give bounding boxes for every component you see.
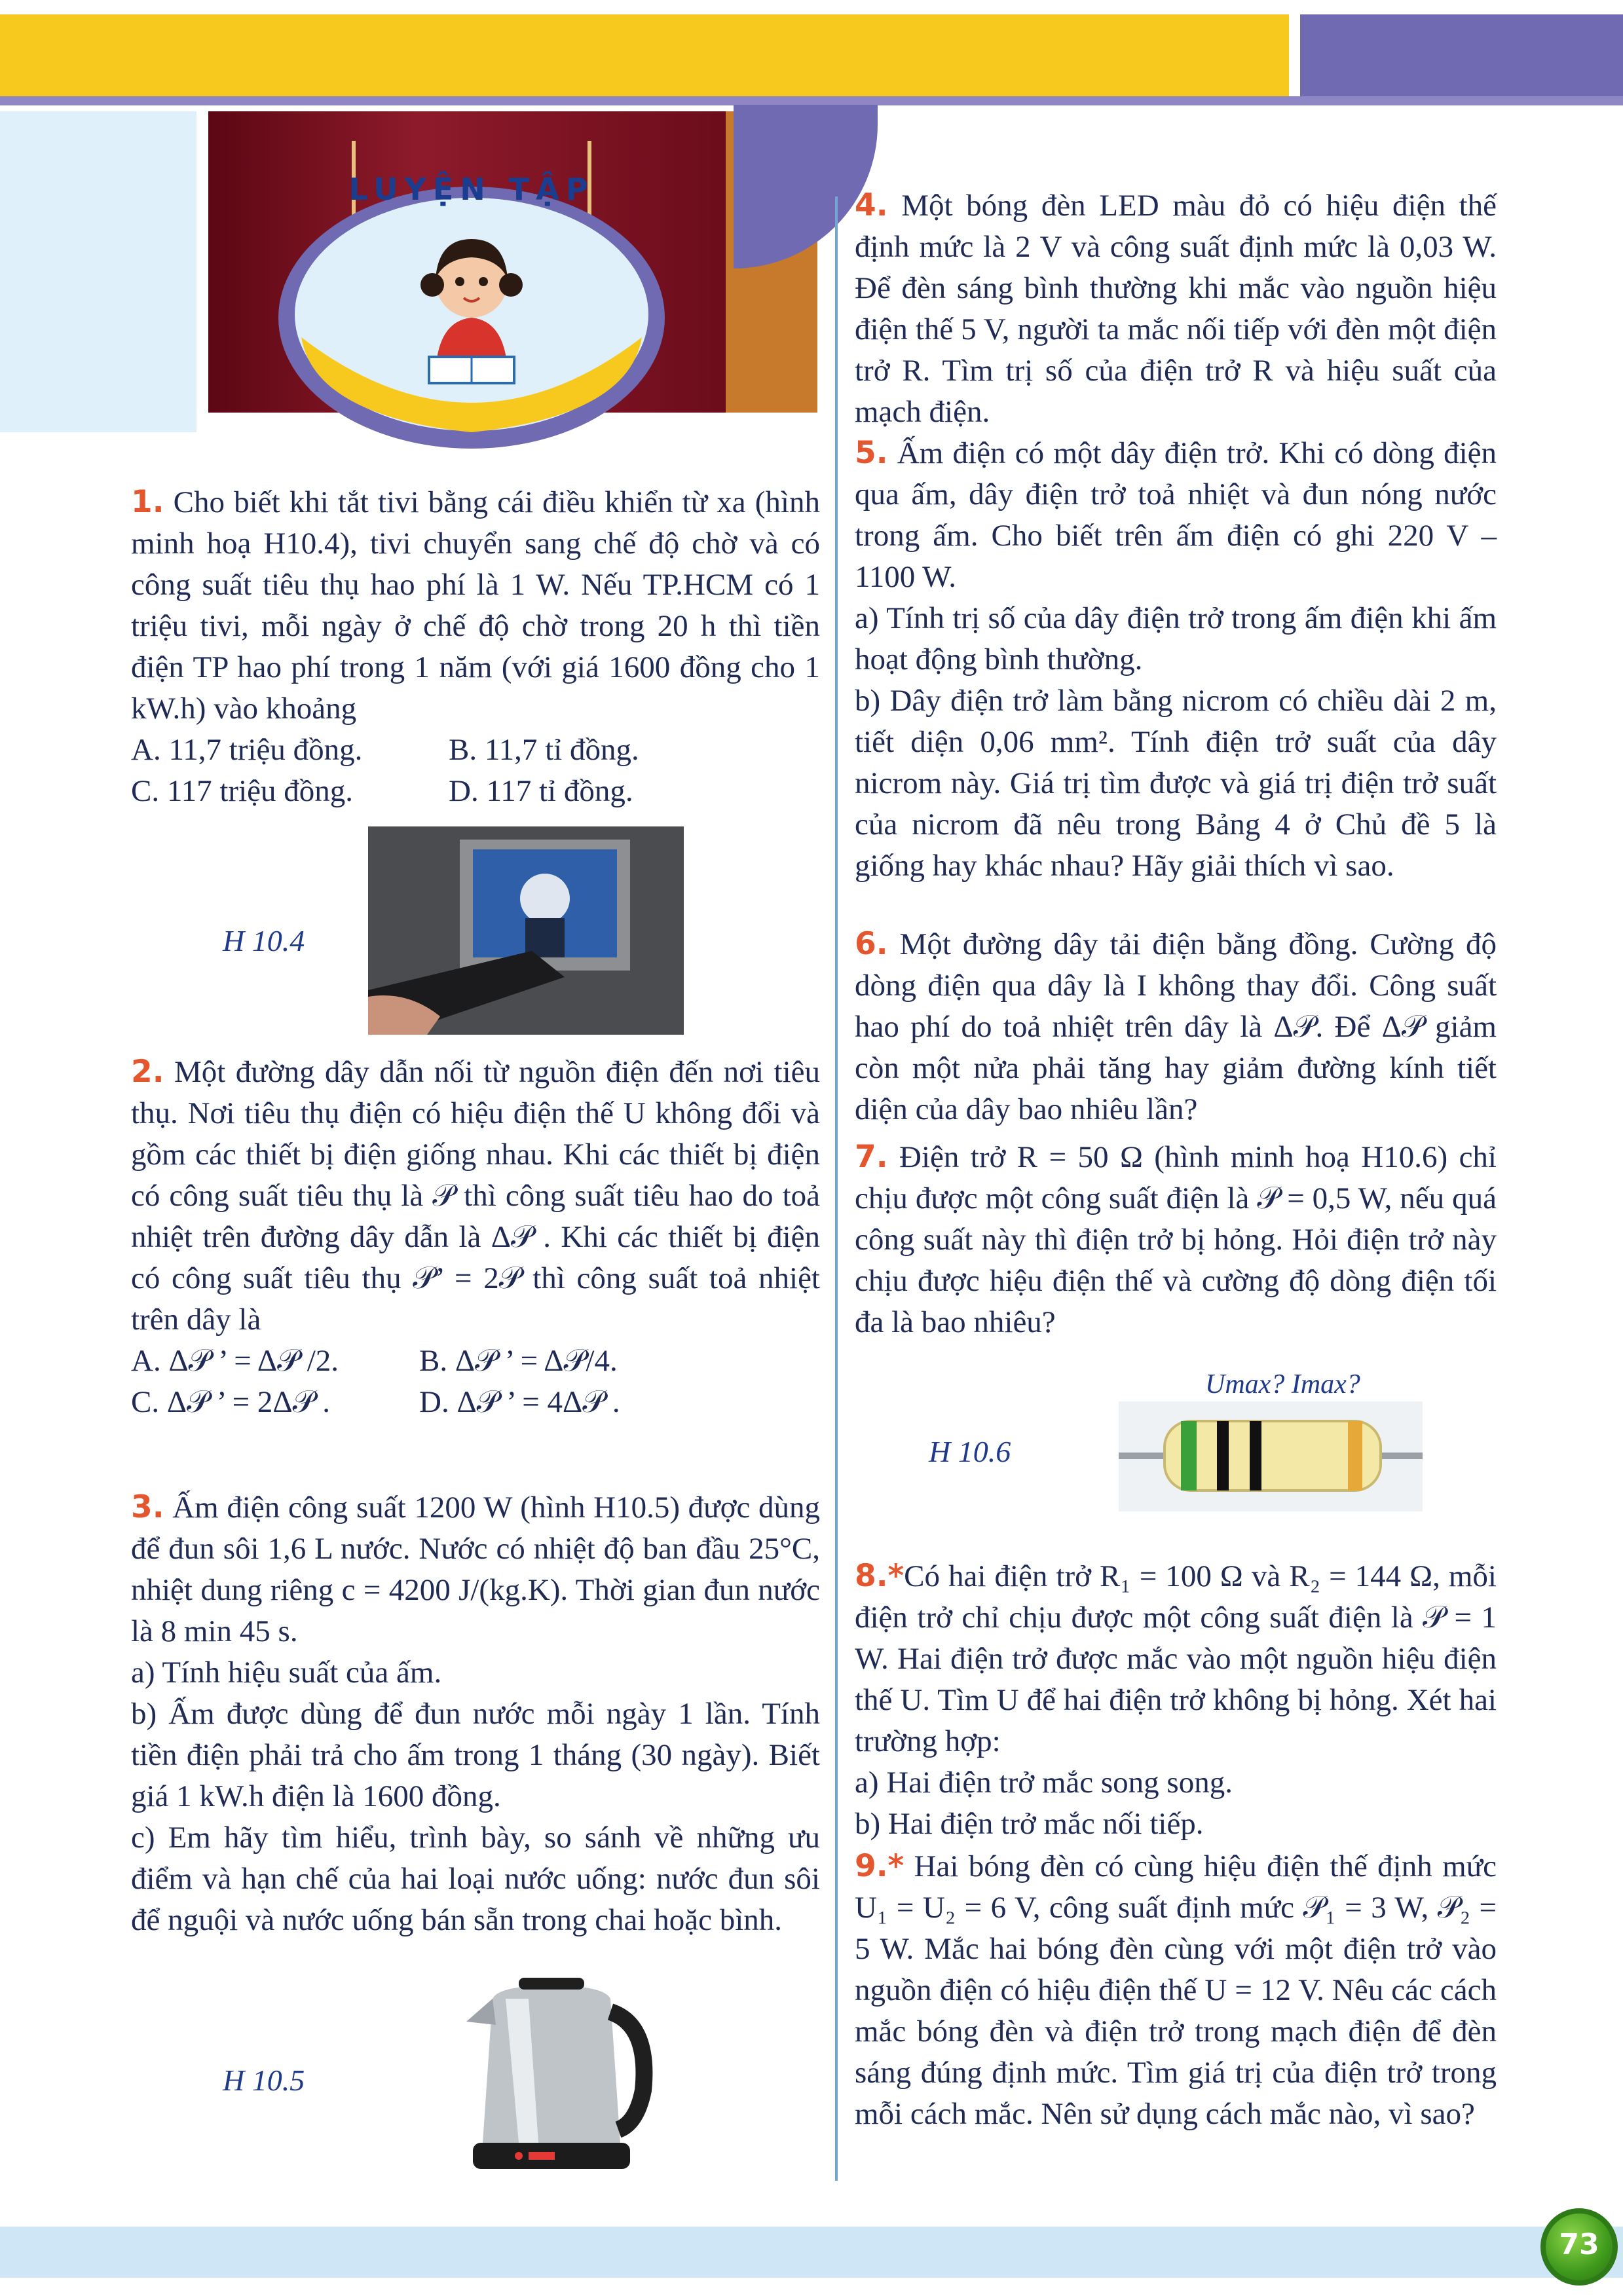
question-4-text: Một bóng đèn LED màu đỏ có hiệu điện thế định mức là 2 V và công suất định mức là 0,03 W. Để đèn sáng bình thường khi mắc vào nguồn hiệu điện thế 5 V, người ta mắc nối tiếp với đèn một điện trở R. Tìm trị số của điện trở R và hiệu suất của mạch điện. [855, 189, 1497, 429]
header-yellow-bar [0, 14, 1294, 96]
question-9-number: 9.* [855, 1848, 905, 1884]
question-8 [855, 1555, 1497, 1845]
question-1-text: Cho biết khi tắt tivi bằng cái điều khiển từ xa (hình minh hoạ H10.4), tivi chuyển sang chế độ chờ và có công suất tiêu thụ hao phí là 1 W. Nếu TP.HCM có 1 triệu tivi, mỗi ngày ở chế độ chờ trong 20 h thì tiền điện TP hao phí trong 1 năm (với giá 1600 đồng cho 1 kW.h) vào khoảng [131, 485, 820, 726]
question-1-option-c: C. 117 triệu đồng. [131, 774, 353, 808]
question-6-text: Một đường dây tải điện bằng đồng. Cường độ dòng điện qua dây là I không thay đổi. Công suất hao phí do toả nhiệt trên dây là Δ𝒫. Để Δ𝒫 giảm còn một nửa phải tăng hay giảm đường kính tiết diện của dây bao nhiêu lần? [855, 927, 1497, 1126]
footer-bar [0, 2227, 1623, 2278]
resistor-question-label: Umax? Imax? [1205, 1369, 1360, 1399]
question-2-option-c: C. Δ𝒫 ’ = 2Δ𝒫 . [131, 1385, 330, 1419]
question-6-number: 6. [855, 926, 888, 962]
question-3-part-c: c) Em hãy tìm hiểu, trình bày, so sánh về những ưu điểm và hạn chế của hai loại nước uống: nước đun sôi để nguội và nước uống bán sẵn trong chai hoặc bình. [131, 1821, 820, 1937]
question-5-number: 5. [855, 435, 888, 471]
badge-title: LUYỆN TẬP [348, 172, 595, 207]
figure-caption-h10-4: H 10.4 [223, 924, 305, 957]
question-2-text: Một đường dây dẫn nối từ nguồn điện đến nơi tiêu thụ. Nơi tiêu thụ điện có hiệu điện thế U không đổi và gồm các thiết bị điện giống nhau. Khi các thiết bị điện có công suất tiêu thụ là 𝒫 thì công suất tiêu hao do toả nhiệt trên đường dây dẫn là Δ𝒫 . Khi các thiết bị điện có công suất tiêu thụ 𝒫’ = 2𝒫 thì công suất toả nhiệt trên dây là [131, 1055, 820, 1337]
question-1 [131, 481, 820, 812]
decor-sky-panel [0, 111, 196, 432]
question-5 [855, 432, 1497, 887]
question-2-option-a: A. Δ𝒫 ’ = Δ𝒫 /2. [131, 1344, 339, 1378]
question-3 [131, 1487, 820, 1941]
question-2-option-b: B. Δ𝒫 ’ = Δ𝒫/4. [419, 1344, 618, 1378]
question-1-option-d: D. 117 tỉ đồng. [449, 774, 633, 808]
resistor-image [1119, 1401, 1423, 1511]
page-number: 73 [1559, 2228, 1599, 2261]
question-2-number: 2. [131, 1054, 164, 1090]
question-7-number: 7. [855, 1139, 888, 1175]
column-divider [835, 196, 838, 2181]
question-4-number: 4. [855, 187, 888, 223]
header-divider [1289, 14, 1296, 96]
question-6 [855, 923, 1497, 1130]
figure-caption-h10-5: H 10.5 [223, 2064, 305, 2097]
question-1-number: 1. [131, 484, 164, 520]
question-7 [855, 1136, 1497, 1343]
question-3-part-a: a) Tính hiệu suất của ấm. [131, 1656, 442, 1690]
question-5-part-b: b) Dây điện trở làm bằng nicrom có chiều dài 2 m, tiết diện 0,06 mm². Tính điện trở suất của dây nicrom này. Giá trị tìm được và giá trị điện trở suất của nicrom đã nêu trong Bảng 4 ở Chủ đề 5 là giống hay khác nhau? Hãy giải thích vì sao. [855, 684, 1497, 883]
question-5-text: Ấm điện có một dây điện trở. Khi có dòng điện qua ấm, dây điện trở toả nhiệt và đun nóng nước trong ấm. Cho biết trên ấm điện có ghi 220 V – 1100 W. [855, 436, 1497, 594]
tv-remote-image [368, 826, 684, 1035]
question-5-part-a: a) Tính trị số của dây điện trở trong ấm điện khi ấm hoạt động bình thường. [855, 601, 1497, 676]
question-2-option-d: D. Δ𝒫 ’ = 4Δ𝒫 . [419, 1385, 620, 1419]
question-3-part-b: b) Ấm được dùng để đun nước mỗi ngày 1 lần. Tính tiền điện phải trả cho ấm trong 1 tháng (30 ngày). Biết giá 1 kW.h điện là 1600 đồng. [131, 1697, 820, 1813]
question-8-number: 8.* [855, 1558, 905, 1594]
question-1-option-b: B. 11,7 tỉ đồng. [449, 733, 639, 767]
question-8-part-b: b) Hai điện trở mắc nối tiếp. [855, 1807, 1204, 1841]
figure-caption-h10-6: H 10.6 [929, 1435, 1011, 1468]
question-1-option-a: A. 11,7 triệu đồng. [131, 733, 363, 767]
question-9 [855, 1845, 1497, 2135]
question-4 [855, 185, 1497, 433]
question-8-text: Có hai điện trở R₁ = 100 Ω và R₂ = 144 Ω, mỗi điện trở chỉ chịu được một công suất điện là 𝒫 = 1 W. Hai điện trở được mắc vào một nguồn hiệu điện thế U. Tìm U để hai điện trở không bị hỏng. Xét hai trường hợp: [855, 1559, 1497, 1758]
question-2 [131, 1051, 820, 1423]
question-3-text: Ấm điện công suất 1200 W (hình H10.5) được dùng để đun sôi 1,6 L nước. Nước có nhiệt độ ban đầu 25°C, nhiệt dung riêng c = 4200 J/(kg.K). Thời gian đun nước là 8 min 45 s. [131, 1491, 820, 1648]
header-rule [0, 96, 1623, 105]
question-7-text: Điện trở R = 50 Ω (hình minh hoạ H10.6) chỉ chịu được một công suất điện là 𝒫 = 0,5 W, nếu quá công suất này thì điện trở bị hỏng. Hỏi điện trở này chịu được hiệu điện thế và cường độ dòng điện tối đa là bao nhiêu? [855, 1140, 1497, 1339]
header-purple-bar [1300, 14, 1623, 96]
electric-kettle-image [447, 1959, 655, 2182]
question-9-text: Hai bóng đèn có cùng hiệu điện thế định mức U₁ = U₂ = 6 V, công suất định mức 𝒫₁ = 3 W, 𝒫₂ = 5 W. Mắc hai bóng đèn cùng với một điện trở vào nguồn điện có hiệu điện thế U = 12 V. Nêu các cách mắc bóng đèn và điện trở trong mạch điện để đèn sáng đúng định mức. Tìm giá trị của điện trở trong mỗi cách mắc. Nên sử dụng cách mắc nào, vì sao? [855, 1849, 1497, 2131]
question-3-number: 3. [131, 1489, 164, 1525]
question-8-part-a: a) Hai điện trở mắc song song. [855, 1766, 1233, 1800]
